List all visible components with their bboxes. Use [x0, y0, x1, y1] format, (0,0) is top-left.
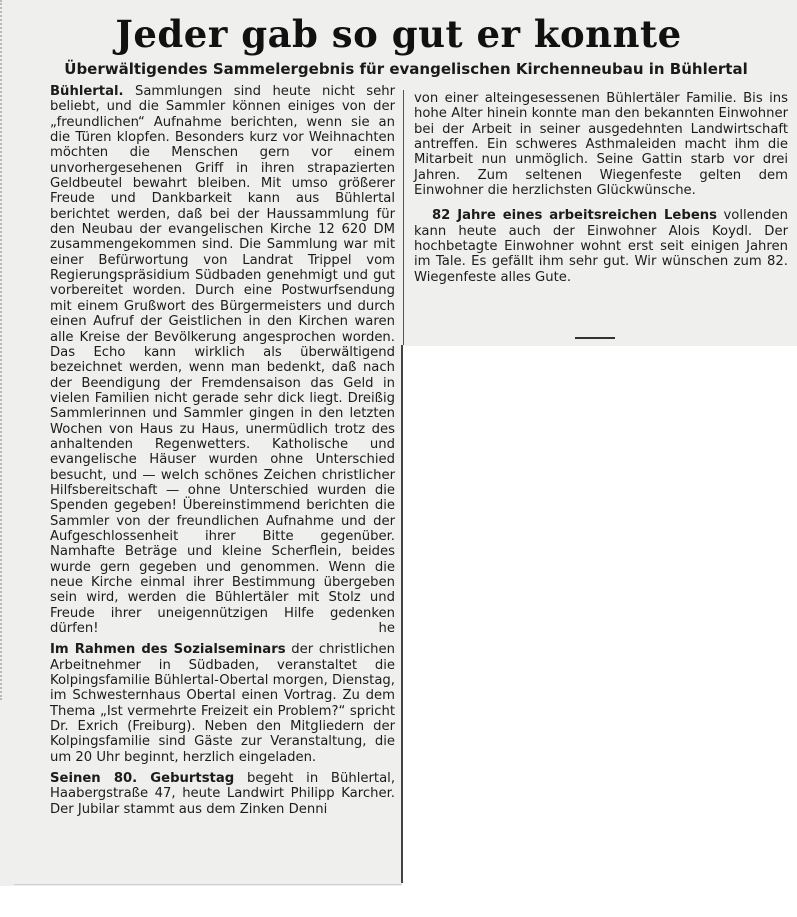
headline: Jeder gab so gut er konnte	[115, 12, 682, 56]
article-paragraph-collection	[50, 84, 395, 636]
paragraph-lead: Seinen 80. Geburtstag	[50, 771, 235, 787]
paragraph-lead: 82 Jahre eines arbeitsreichen Lebens	[432, 208, 718, 224]
author-sign: he	[378, 621, 395, 637]
column-divider	[403, 90, 404, 345]
dateline: Bühlertal.	[50, 84, 124, 99]
article-paragraph-birthday-80	[50, 771, 395, 817]
left-column	[50, 84, 395, 884]
article-paragraph-continuation	[414, 91, 788, 198]
paragraph-text: der christlichen Arbeitnehmer in Südbaden, veranstaltet die Kolpingsfamilie Bühlertal-Obertal morgen, Dienstag, im Schwesternhaus Obertal einen Vortrag. Zu dem Thema „Ist vermehrte Freizeit ein Problem?“ spricht Dr. Exrich (Freiburg). Neben den Mitgliedern der Kolpingsfamilie sind Gäste zur Veranstaltung, die um 20 Uhr beginnt, herzlich eingeladen.	[50, 642, 396, 765]
section-separator	[575, 337, 615, 339]
clipping-bottom-edge	[14, 884, 402, 885]
paragraph-text: begeht in Bühlertal, Haabergstraße 47, heute Landwirt Philipp Karcher. Der Jubilar stammt aus dem Zinken Denni	[50, 771, 396, 817]
scan-edge-marks	[0, 0, 12, 700]
right-column	[414, 91, 788, 331]
paragraph-lead: Im Rahmen des Sozialseminars	[50, 642, 286, 658]
paragraph-text: von einer alteingesessenen Bühlertäler Familie. Bis ins hohe Alter hinein konnte man den bekannten Einwohner bei der Arbeit in seiner ausgedehnten Landwirtschaft antreffen. Ein schweres Asthmaleiden macht ihm die Mitarbeit nun unmöglich. Seine Gattin starb vor drei Jahren. Zum seltenen Wiegenfeste gelten dem Einwohner die herzlichsten Glückwünsche.	[414, 91, 788, 199]
article-paragraph-seminar	[50, 642, 395, 765]
paragraph-text: Sammlungen sind heute nicht sehr beliebt, und die Sammler können einiges von der „freundlichen“ Aufnahme berichten, wenn sie an die Türen klopfen. Besonders kurz vor Weihnachten möchten die Menschen gern vor einem unvorhergesehenen Griff in ihren strapazierten Geldbeutel bewahrt bleiben. Mit umso größerer Freude und Dankbarkeit kann aus Bühlertal berichtet werden, daß bei der Haussammlung für den Neubau der evangelischen Kirche 12 620 DM zusammengekommen sind. Die Sammlung war mit einer Befürwortung von Landrat Trippel vom Regierungspräsidium Südbaden genehmigt und gut vorbereitet worden. Durch eine Postwurfsendung mit einem Grußwort des Bürgermeisters und durch einen Aufruf der Geistlichen in den Kirchen waren alle Kreise der Bevölkerung angesprochen worden. Das Echo kann wirklich als überwältigend bezeichnet werden, wenn man bedenkt, daß nach der Beendigung der Fremdensaison das Geld in vielen Familien nicht gerade sehr dick liegt. Dreißig Sammlerinnen und Sammler gingen in den letzten Wochen von Haus zu Haus, unermüdlich trotz des anhaltenden Regenwetters. Katholische und evangelische Häuser wurden ohne Unterschied besucht, und — welch schönes Zeichen christlicher Hilfsbereitschaft — ohne Unterschied wurden die Spenden gegeben! Übereinstimmend berichten die Sammler von der freundlichen Aufnahme und der Aufgeschlossenheit ihrer Bitte gegenüber. Namhafte Beträge und kleine Scherflein, beides wurde gern gegeben und genommen. Wenn die neue Kirche einmal ihrer Bestimmung übergeben sein wird, werden die Bühlertäler mit Stolz und Freude ihrer uneigennützigen Hilfe gedenken dürfen!	[50, 84, 395, 637]
subheadline: Überwältigendes Sammelergebnis für evangelischen Kirchenneubau in Bühlertal	[64, 60, 748, 78]
column-divider-lower	[401, 345, 403, 883]
paragraph-text: vollenden kann heute auch der Einwohner Alois Koydl. Der hochbetagte Einwohner wohnt erst seit einigen Jahren im Tale. Es gefällt ihm sehr gut. Wir wünschen zum 82. Wiegenfeste alles Gute.	[414, 208, 788, 285]
article-paragraph-birthday-82	[414, 208, 788, 285]
